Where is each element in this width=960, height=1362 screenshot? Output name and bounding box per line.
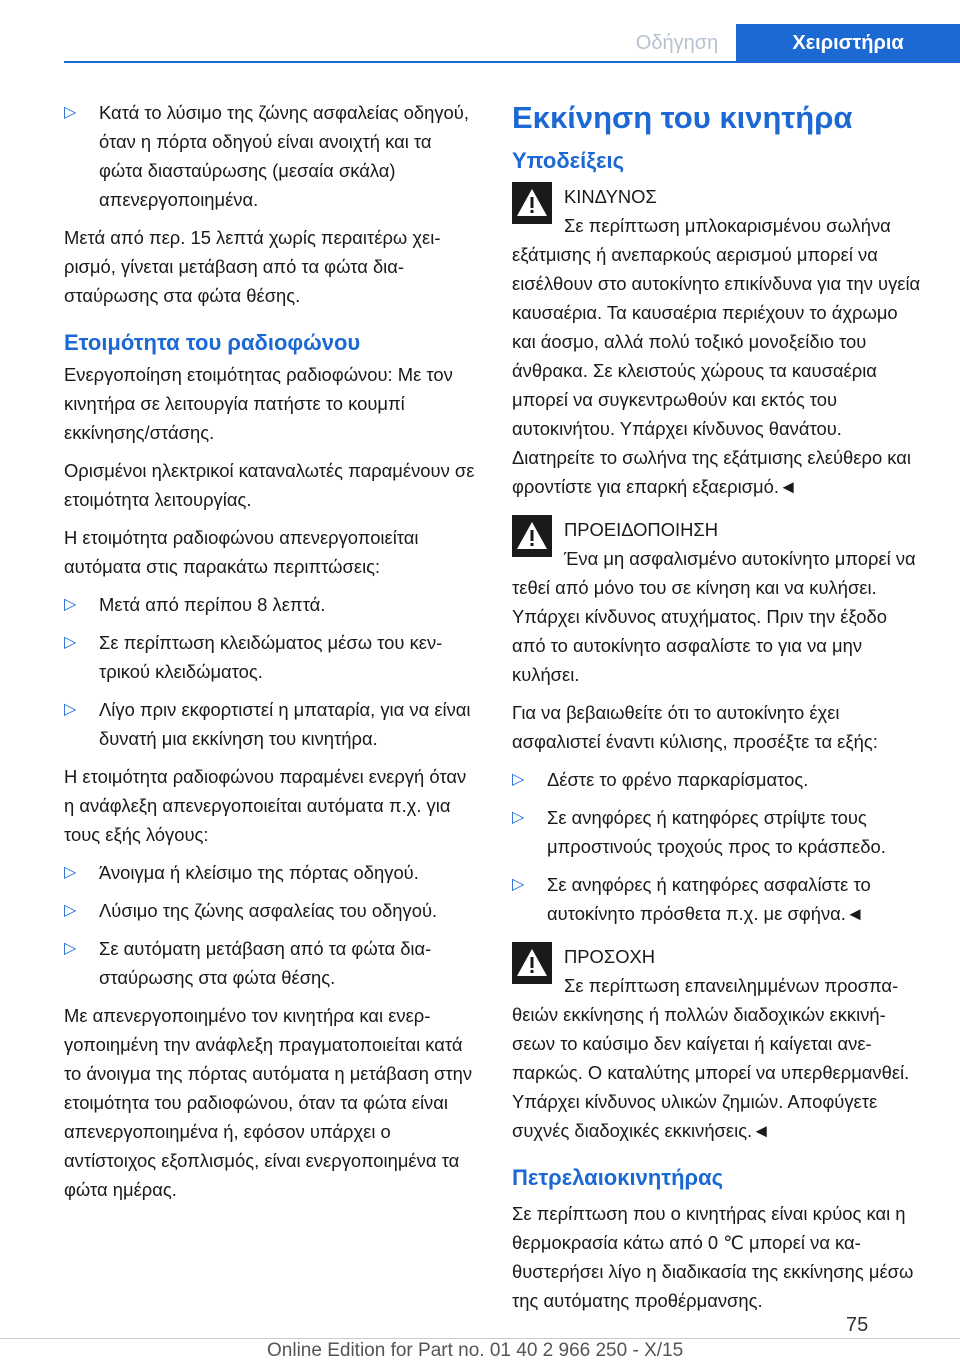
warning-title: ΠΡΟΣΟΧΗ (564, 946, 656, 967)
header-divider (64, 61, 960, 63)
paragraph: Η ετοιμότητα ραδιοφώνου παραμένει ενεργή όταν η ανάφλεξη απενεργοποιείται αυτόματα π.χ. για τους εξής λόγους: (64, 766, 467, 845)
warning-text: Σε περίπτωση μπλοκαρισμένου σωλήνα εξάτμισης ή ανεπαρκούς αερισμού μπορεί να εισέλθουν στο αυτοκίνητο επικίνδυνα για την υγεία καυσαέρια. Τα καυσαέρια περιέχουν το άχρωμο και άοσμο, αλλά πολύ τοξικό μονοξείδιο του άνθρακα. Σε κλειστούς χώρους τα καυσαέρια μπορεί να συγκεντρωθούν και εκτός του αυτοκινήτου. Υπάρχει κίνδυνος θανάτου. Διατηρείτε το σωλήνα της εξάτμισης ελεύθερο και φροντίστε για επαρκή εξαερισμό.◄ (512, 215, 921, 497)
list-item-text: Μετά από περίπου 8 λεπτά. (99, 594, 326, 615)
footer-divider (0, 1338, 960, 1339)
paragraph: Η ετοιμότητα ραδιοφώνου απενεργοποιείται αυτόματα στις παρακάτω περιπτώσεις: (64, 527, 419, 577)
list-item (512, 870, 922, 928)
list-item (512, 765, 922, 794)
warning-triangle-icon (512, 182, 552, 224)
paragraph: Ορισμένοι ηλεκτρικοί καταναλωτές παραμένουν σε ετοιμότητα λειτουργίας. (64, 460, 475, 510)
triangle-right-icon: ▷ (64, 104, 77, 121)
tab-driving[interactable]: Οδήγηση (635, 32, 719, 54)
list-item-text: Λύσιμο της ζώνης ασφαλείας του οδηγού. (99, 900, 438, 921)
heading-engine-start: Εκκίνηση του κινητήρα (512, 100, 853, 135)
triangle-right-icon: ▷ (64, 864, 77, 881)
triangle-right-icon: ▷ (512, 809, 525, 826)
right-column (512, 98, 922, 1324)
left-column (64, 98, 476, 1213)
list-item-text: Άνοιγμα ή κλείσιμο της πόρτας οδηγού. (99, 862, 419, 883)
triangle-right-icon: ▷ (64, 902, 77, 919)
heading-diesel-engine: Πετρελαιοκινητήρας (512, 1165, 724, 1190)
list-item-text: Δέστε το φρένο παρκαρίσματος. (547, 769, 809, 790)
list-item (64, 896, 476, 925)
warning-danger (512, 182, 922, 501)
warning-attention (512, 942, 922, 1145)
warning-title: ΚΙΝΔΥΝΟΣ (564, 186, 657, 207)
triangle-right-icon: ▷ (64, 940, 77, 957)
triangle-right-icon: ▷ (64, 596, 77, 613)
page-number: 75 (846, 1314, 869, 1336)
list-item (512, 803, 922, 861)
list-item (64, 98, 476, 214)
warning-title: ΠΡΟΕΙΔΟΠΟΙΗΣΗ (564, 519, 719, 540)
list-item (64, 695, 476, 753)
list-item (64, 590, 476, 619)
paragraph: Σε περίπτωση που ο κινητήρας είναι κρύος και η θερμοκρασία κάτω από 0 ℃ μπορεί να καθυστερήσει λίγο η διαδικασία της εκκίνησης μέσω της αυτόματης προθέρμανσης. (512, 1203, 914, 1311)
warning-text: Σε περίπτωση επανειλημμένων προσπαθειών εκκίνησης ή πολλών διαδοχικών εκκινήσεων το καύσιμο δεν καίγεται ή καίγεται ανεπαρκώς. Ο καταλύτης μπορεί να υπερθερμανθεί. Υπάρχει κίνδυνος υλικών ζημιών. Αποφύγετε συχνές διαδοχικές εκκινήσεις.◄ (512, 975, 910, 1141)
page-header (0, 0, 960, 62)
list-item-text: Σε αυτόματη μετάβαση από τα φώτα διασταύρωσης στα φώτα θέσης. (99, 938, 432, 988)
triangle-right-icon: ▷ (64, 634, 77, 651)
tab-controls[interactable]: Χειριστήρια (736, 24, 960, 62)
list-item (64, 628, 476, 686)
list-item-text: Λίγο πριν εκφορτιστεί η μπαταρία, για να είναι δυνατή μια εκκίνηση του κινητήρα. (99, 699, 471, 749)
warning-triangle-icon (512, 942, 552, 984)
triangle-right-icon: ▷ (64, 701, 77, 718)
list-item (64, 858, 476, 887)
warning-triangle-icon (512, 515, 552, 557)
heading-radio-readiness: Ετοιμότητα του ραδιοφώνου (64, 330, 361, 355)
list-item-text: Σε ανηφόρες ή κατηφόρες ασφαλίστε το αυτοκίνητο πρόσθετα π.χ. με σφήνα.◄ (547, 874, 871, 924)
list-item-text: Σε ανηφόρες ή κατηφόρες στρίψτε τους μπροστινούς τροχούς προς το κράσπεδο. (547, 807, 886, 857)
paragraph: Για να βεβαιωθείτε ότι το αυτοκίνητο έχει ασφαλιστεί έναντι κύλισης, προσέξτε τα εξής: (512, 702, 878, 752)
heading-hints: Υποδείξεις (512, 148, 625, 173)
warning-caution (512, 515, 922, 689)
triangle-right-icon: ▷ (512, 876, 525, 893)
list-item-text: Κατά το λύσιμο της ζώνης ασφαλείας οδηγού, όταν η πόρτα οδηγού είναι ανοιχτή και τα φώτα διασταύρωσης (μεσαία σκάλα) απενεργοποιημένα. (99, 102, 469, 210)
paragraph: Μετά από περ. 15 λεπτά χωρίς περαιτέρω χειρισμό, γίνεται μετάβαση από τα φώτα διασταύρωσης στα φώτα θέσης. (64, 227, 441, 306)
list-item (64, 934, 476, 992)
paragraph: Ενεργοποίηση ετοιμότητας ραδιοφώνου: Με τον κινητήρα σε λειτουργία πατήστε το κουμπί εκκίνησης/στάσης. (64, 364, 453, 443)
paragraph: Με απενεργοποιημένο τον κινητήρα και ενεργοποιημένη την ανάφλεξη πραγματοποιείται κατά το άνοιγμα της πόρτας αυτόματα η μετάβαση στην ετοιμότητα του ραδιοφώνου, όταν τα φώτα είναι απενεργοποιημένα ή, εφόσον υπάρχει ο αντίστοιχος εξοπλισμός, είναι ενεργοποιημένα τα φώτα ημέρας. (64, 1005, 473, 1200)
warning-text: Ένα μη ασφαλισμένο αυτοκίνητο μπορεί να τεθεί από μόνο του σε κίνηση και να κυλήσει. Υπάρχει κίνδυνος ατυχήματος. Πριν την έξοδο από το αυτοκίνητο ασφαλίστε το για να μην κυλήσει. (512, 548, 916, 685)
edition-text: Online Edition for Part no. 01 40 2 966 250 - X/15 (267, 1340, 684, 1361)
triangle-right-icon: ▷ (512, 771, 525, 788)
list-item-text: Σε περίπτωση κλειδώματος μέσω του κεντρικού κλειδώματος. (99, 632, 443, 682)
